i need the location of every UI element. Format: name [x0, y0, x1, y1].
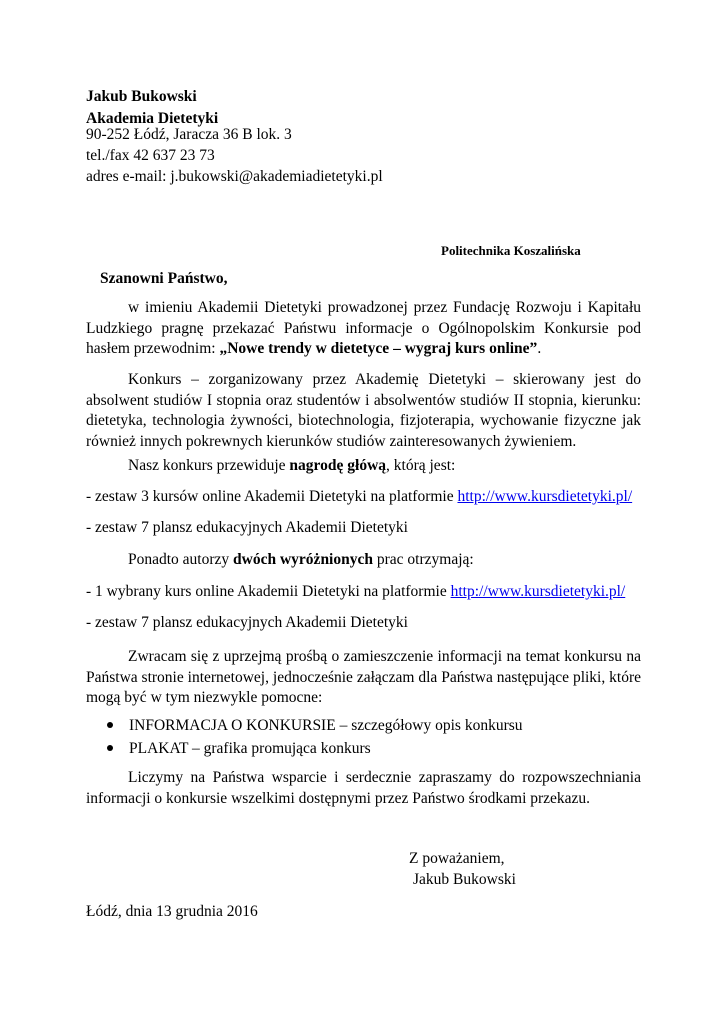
platform-link[interactable]: http://www.kursdietetyki.pl/	[457, 488, 633, 505]
bullet-icon	[107, 722, 113, 728]
honors-highlight: dwóch wyróżnionych	[233, 551, 373, 568]
honors-intro-rest: prac otrzymają:	[373, 551, 474, 568]
sender-name: Jakub Bukowski	[86, 88, 197, 105]
request-paragraph: Zwracam się z uprzejmą prośbą o zamieszczenie informacji na temat konkursu na Państwa stronie internetowej, jednocześnie załączam dla Państwa następujące pliki, które mogą być w tym niezwykle pomocne:	[86, 648, 641, 706]
signature-regards: Z poważaniem,	[409, 850, 505, 867]
competition-motto: „Nowe trendy w dietetyce – wygraj kurs online”	[219, 340, 538, 357]
main-prize-item-courses	[86, 488, 632, 506]
intro-text: w imieniu Akademii Dietetyki prowadzonej przez Fundację Rozwoju i Kapitału Ludzkiego pragnę przekazać Państwu informacje o Ogólnopolskim Konkursie pod hasłem przewodnim:	[86, 299, 641, 357]
honors-intro	[128, 551, 474, 569]
closing-paragraph: Liczymy na Państwa wsparcie i serdecznie zapraszamy do rozpowszechniania informacji o konkursie wszelkimi dostępnymi przez Państwo środkami przekazu.	[86, 769, 641, 807]
attachment-list	[107, 714, 523, 760]
sender-email-line	[86, 168, 383, 186]
honors-item-boards: - zestaw 7 plansz edukacyjnych Akademii Dietetyki	[86, 614, 408, 631]
main-prize-intro-rest: , którą jest:	[386, 457, 456, 474]
sender-email-label: adres e-mail:	[86, 168, 171, 185]
attachment-label: INFORMACJA O KONKURSIE – szczegółowy opis konkursu	[129, 717, 523, 734]
main-prize-item-courses-text: - zestaw 3 kursów online Akademii Dietetyki na platformie	[86, 488, 458, 505]
honors-item-course-text: - 1 wybrany kurs online Akademii Dietetyki na platformie	[86, 583, 451, 600]
sender-email: j.bukowski@akademiadietetyki.pl	[170, 168, 383, 185]
main-prize-intro-text: Nasz konkurs przewiduje	[128, 457, 290, 474]
attachment-item	[107, 737, 523, 760]
signature-name: Jakub Bukowski	[413, 871, 516, 888]
sender-phone: tel./fax 42 637 23 73	[86, 147, 215, 164]
date-place: Łódź, dnia 13 grudnia 2016	[86, 903, 258, 920]
recipient: Politechnika Koszalińska	[441, 243, 581, 258]
intro-paragraph	[86, 298, 641, 360]
intro-end: .	[537, 340, 542, 357]
main-prize-intro	[128, 457, 455, 475]
eligibility-paragraph: Konkurs – zorganizowany przez Akademię Dietetyki – skierowany jest do absolwent studiów I stopnia oraz studentów i absolwentów studiów II stopnia, kierunku: dietetyka, technologia żywności, biotechnologia, fizjoterapia, wychowanie fizyczne jak również innych pokrewnych kierunków studiów zainteresowanych żywieniem.	[86, 371, 641, 450]
bullet-icon	[107, 745, 113, 751]
sender-address: 90-252 Łódź, Jaracza 36 B lok. 3	[86, 126, 292, 143]
sender-organization: Akademia Dietetyki	[86, 110, 219, 127]
honors-intro-text: Ponadto autorzy	[128, 551, 234, 568]
main-prize-item-boards: - zestaw 7 plansz edukacyjnych Akademii Dietetyki	[86, 519, 408, 536]
attachment-label: PLAKAT – grafika promująca konkurs	[129, 740, 371, 757]
attachment-item	[107, 714, 523, 737]
salutation: Szanowni Państwo,	[100, 270, 228, 287]
honors-item-course	[86, 583, 625, 601]
main-prize-highlight: nagrodę główą	[289, 457, 387, 474]
platform-link-2[interactable]: http://www.kursdietetyki.pl/	[450, 583, 626, 600]
